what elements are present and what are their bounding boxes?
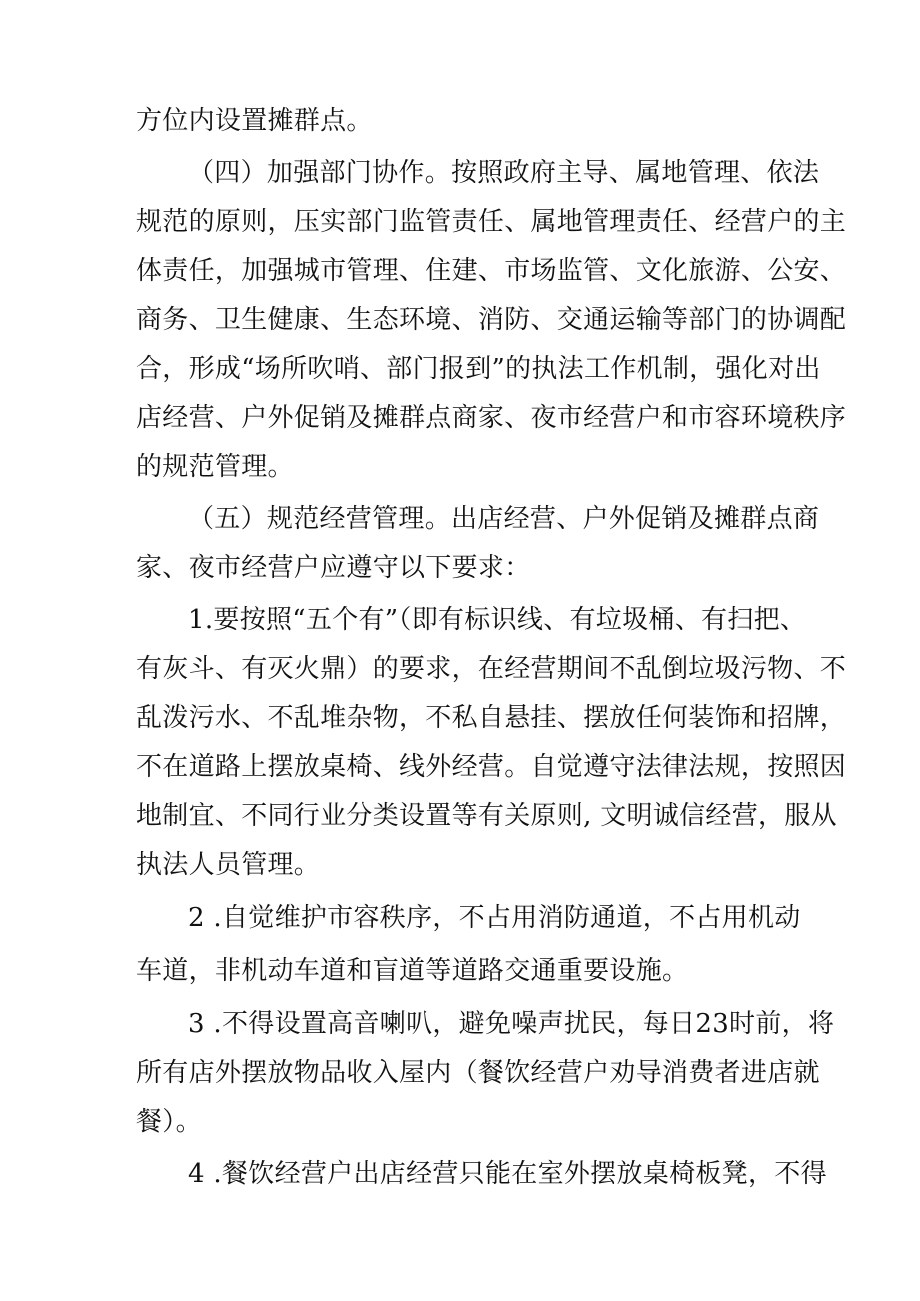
text-line: 规范的原则，压实部门监管责任、属地管理责任、经营户的主 — [136, 207, 847, 237]
text-line: 店经营、户外促销及摊群点商家、夜市经营户和市容环境秩序 — [136, 403, 847, 433]
text-line: 体责任，加强城市管理、住建、市场监管、文化旅游、公安、 — [136, 256, 847, 286]
item-1-line: 1.要按照“五个有”（即有标识线、有垃圾桶、有扫把、 — [188, 605, 807, 635]
text-line: 不在道路上摆放桌椅、线外经营。自觉遵守法律法规，按照因 — [136, 752, 847, 782]
text-line: 商务、卫生健康、生态环境、消防、交通运输等部门的协调配 — [136, 305, 847, 335]
text-line: 执法人员管理。 — [136, 850, 321, 880]
text-line: 方位内设置摊群点。 — [136, 106, 373, 136]
section-5-heading-line: （五）规范经营管理。出店经营、户外促销及摊群点商 — [188, 504, 820, 534]
text-line: 所有店外摆放物品收入屋内（餐饮经营户劝导消费者进店就 — [136, 1058, 820, 1088]
text-line: 乱泼污水、不乱堆杂物，不私自悬挂、摆放任何装饰和招牌， — [136, 703, 847, 733]
section-4-heading-line: （四）加强部门协作。按照政府主导、属地管理、依法 — [188, 158, 820, 188]
text-line: 餐）。 — [136, 1107, 202, 1137]
text-line: 车道，非机动车道和盲道等道路交通重要设施。 — [136, 956, 689, 986]
text-line: 地制宜、不同行业分类设置等有关原则, 文明诚信经营，服从 — [136, 801, 837, 831]
item-3-line: 3 .不得设置高音喇叭，避免噪声扰民，每日23时前，将 — [188, 1009, 835, 1039]
item-2-line: 2 .自觉维护市容秩序，不占用消防通道，不占用机动 — [188, 903, 801, 933]
text-line: 的规范管理。 — [136, 452, 294, 482]
text-line: 家、夜市经营户应遵守以下要求： — [136, 553, 531, 583]
item-4-line: 4 .餐饮经营户出店经营只能在室外摆放桌椅板凳，不得 — [188, 1159, 827, 1189]
text-line: 合，形成“场所吹哨、部门报到”的执法工作机制，强化对出 — [136, 354, 821, 384]
text-line: 有灰斗、有灭火鼎）的要求，在经营期间不乱倒垃圾污物、不 — [136, 654, 847, 684]
